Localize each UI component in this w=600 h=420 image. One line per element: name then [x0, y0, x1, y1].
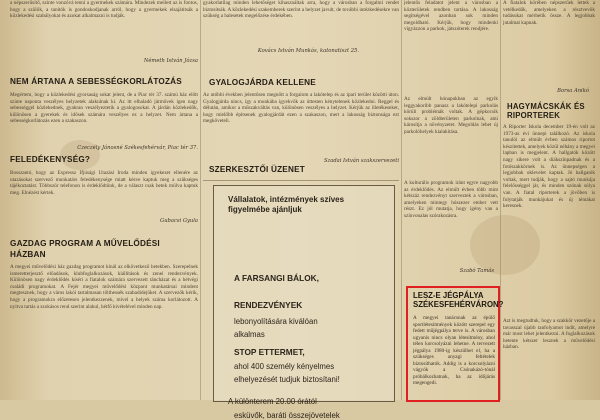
author-signature: Szabó Tamás: [459, 268, 494, 274]
headline-sidewalk: GYALOGJÁRDA KELLENE: [209, 78, 316, 87]
author-signature: Kovács István Munkás, katonatiszt 25.: [257, 48, 359, 54]
article-text: Az elmúlt hónapokban az egyik leggyakoribb panasz a lakótelepi parkolás körüli problémák voltak. A gépkocsik sokszor a zöldterületen parkolnak, ami károsítja a növényzetet. Megoldás lehet új parkolóhelyek kialakítása.: [404, 96, 498, 135]
column-rule: [200, 0, 201, 400]
ad-line: A különterem 20.00 órától: [228, 397, 317, 406]
column-4: [503, 0, 595, 400]
headline-ice-rink: LESZ-E JÉGPÁLYA SZÉKESFEHÉRVÁRON?: [413, 291, 504, 309]
author-signature: Németh István Józsa: [143, 58, 198, 64]
ad-line: esküvők, baráti összejövetelek: [234, 411, 340, 420]
headline-speed-limit: NEM ÁRTANA A SEBESSÉGKORLÁTOZÁS: [10, 77, 182, 86]
article-text: A megyei tanácsnak az épülő sportlétesítmények között szerepel egy fedett műjégpálya terve is. A városban ugyanis nincs olyan létesítmény, ahol télen korcsolyázni lehetne. A tervezett jégpálya 1980-ig készülhet el, ha a szükséges anyagi feltételek biztosíthatók. Addig is a korcsolyázni vágyók a Csónakázó-tónál próbálkozhatnak, ha az időjárás megengedi.: [413, 315, 495, 386]
article-text: A Riporter Iskola december 19-én volt az 1973-as évi ünnepi találkozó. Az iskola tanulói az elmúlt évben számos riportot készítettek, amelyek közül néhány a megyei lapban is megjelent. A hallgatók között nagy sikere volt a diákszínpadnak és a fotószakkörnek is. Az ünnepségen a legjobbak oklevelet kaptak. Jó hallgatók voltak, mert tudják, hogy a sajtó munkája felelősséggel jár, és minden szónak súlya van. A fiatal riporterek a jövőben is folytatják munkájukat és új témákat keresnek.: [503, 124, 595, 210]
highlighted-article-ice-rink[interactable]: [406, 286, 504, 402]
author-signature: Szadai István szakszervezeti: [323, 158, 399, 164]
article-text: Az utóbbi években jelentősen megnőtt a forgalom a lakótelep és az ipari terület közötti úton. Gyalogjárda nincs, így a munkába igyekvők az úttesten kénytelenek közlekedni. Reggel és délután, amikor a műszakváltás van, különösen veszélyes a helyzet. Kérjük az illetékeseket, hogy mielőbb építsenek gyalogjárdát ezen a szakaszon, mert a lakosság biztonsága ezt megköveteli.: [203, 92, 399, 125]
article-text: gyakorlatilag minden lehetőséget kihasználtak arra, hogy a városban a forgalmi rendet biztosítsák. A közlekedési szakemberek szerint a helyzet javult, de további intézkedésekre van szükség a balesetek megelőzése érdekében.: [203, 0, 399, 20]
author-signature: Gubacsi Gyula: [160, 218, 198, 224]
column-rule: [500, 0, 501, 400]
advertisement-box: [213, 185, 395, 420]
article-text: A fiatalok körében népszerűek lettek a vetélkedők, amelyeken a résztvevők tudásukat mérhetik össze. A legjobbak jutalmat kapnak.: [503, 0, 595, 26]
headline-cultural-program: GAZDAG PROGRAM A MŰVELŐDÉSI HÁZBAN: [10, 239, 160, 259]
article-text: a népszerűsítő, szinte vonzóvá tenni a gyermekek számára. Mindezek mellett az is fontos, hogy a szülők, a tanítók is gondoskodjanak arról, hogy a gyermekek elsajátítsák a közlekedési szabályokat és azokat alkalmazni is tudják.: [10, 0, 198, 20]
ad-line: STOP ETTERMET,: [234, 347, 305, 357]
article-text: jelentős feladatot jelent a városban a közterületek rendben tartása. A lakosság segítségével azonban sok minden megoldható. Kérjük, hogy mindenki vigyázzon a parkok, játszóterek rendjére.: [404, 0, 498, 33]
ad-intro: Vállalatok, intézmények szíves figyelmébe ajánljuk: [228, 195, 345, 214]
ad-line: lebonyolítására kiválóan: [234, 317, 318, 326]
ad-line: RENDEZVÉNYEK: [234, 300, 303, 310]
column-1: [10, 0, 198, 400]
article-text: Azt is megtudtuk, hogy a szakkör vezetője a tavasszal újabb tanfolyamot indít, amelyre már most lehet jelentkezni. A foglalkozások hetente kétszer lesznek a művelődési házban.: [503, 318, 595, 351]
column-rule: [401, 0, 402, 400]
article-text: Bosszantó, hogy az Expressz Ifjúsági Utazási Iroda minden igyekezet ellenére az utazásokat szervező munkatárs feledékenysége miatt késve kaptuk meg a szükséges tájékoztatást. Többször telefonon is érdeklődtünk, de a választ csak hetek múlva kaptuk meg. Elnézést kértek.: [10, 170, 198, 196]
article-text: Megértem, hogy a közlekedési gyorsaság sokat jelent, de a Piac tér 37. számú ház előtt szinte naponta veszélyes helyzetek alakulnak ki. Az itt elhaladó járművek igen nagy sebességgel közlekednek, gyakran veszélyeztetik a gyalogosokat. A járdán közlekedők, különösen a gyerekek és idősek számára veszélyes ez a helyzet. Nem ártana a sebességkorlátozás ezen a szakaszon.: [10, 92, 198, 125]
headline-forgetfulness: FELEDÉKENYSÉG?: [10, 155, 91, 164]
author-signature: Czeczély Jánosné Székesfehérvár, Piac tér 37.: [77, 145, 198, 151]
headline-reporters: HAGYMÁCSKÁK ÉS RIPORTEREK: [507, 102, 585, 120]
article-text: A megyei művelődési ház gazdag programot kínál az elkövetkező hetekben. Szerepelnek ismeretterjesztő előadások, klubfoglalkozások, kiállítások és zenei rendezvények. Különösen nagy érdeklődés kíséri a fiatalok számára szervezett táncházat és a hétvégi családi programokat. A Fejér megyei művelődési központ munkatársai mindent megtesznek, hogy a város lakói tartalmasan tölthessék szabadidejüket. A szervezők kérik, hogy a programokra előzetesen jelentkezzenek, mivel a helyek száma korlátozott. A nyitva tartás a szokásos rend szerint alakul, hétfő kivételével minden nap.: [10, 264, 198, 310]
author-signature: Borsa Anikó: [557, 88, 589, 94]
article-text: A kulturális programok iránt egyre nagyobb az érdeklődés. Az elmúlt évben több mint kétszáz rendezvényt szerveztek a városban, amelyeken mintegy húszezer ember vett részt. Ez jól mutatja, hogy igény van a színvonalas szórakozásra.: [404, 180, 498, 219]
section-rule: [203, 180, 399, 181]
ad-line: elhelyezését tudjuk biztosítani!: [234, 375, 340, 384]
ad-line: ahol 400 személy kényelmes: [234, 362, 335, 371]
ad-line: A FARSANGI BÁLOK,: [234, 273, 319, 283]
headline-editor-message: SZERKESZTŐI ÜZENET: [209, 165, 305, 174]
ad-line: alkalmas: [234, 330, 265, 339]
